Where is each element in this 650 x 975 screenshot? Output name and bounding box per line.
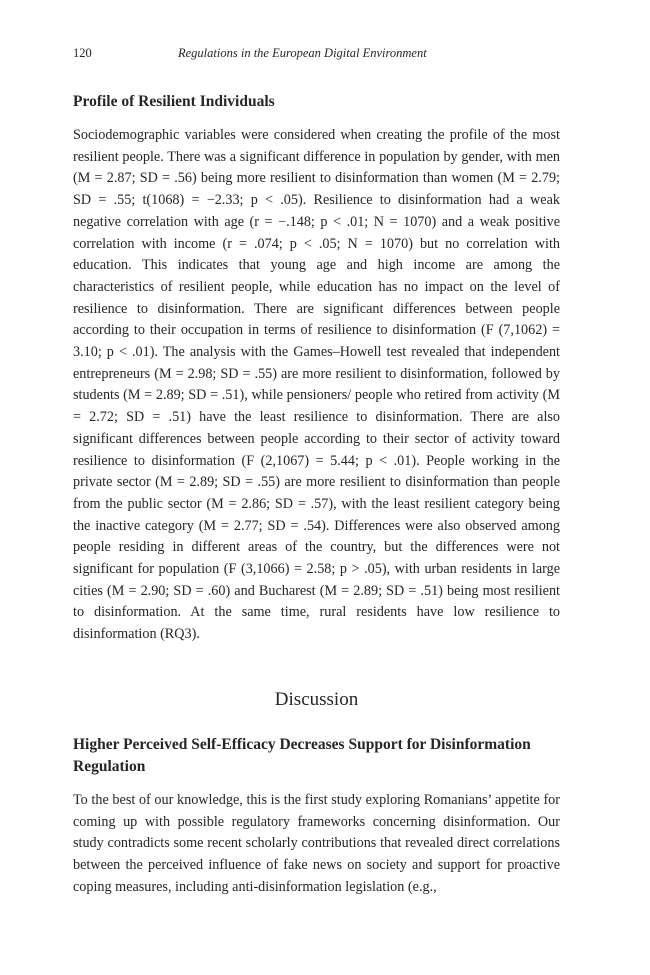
discussion-heading: Discussion <box>274 689 359 710</box>
page-number: 120 <box>73 46 92 60</box>
body-paragraph-self-efficacy: To the best of our knowledge, this is the first study exploring Romanians’ appetite for coming up with possible regulatory frameworks concerning disinformation. Our study contradicts some recent scholarly contributions that revealed direct correlations between the perceived influence of fake news on society and support for proactive coping measures, including anti-disinformation legislation (e.g., <box>73 792 560 895</box>
section-heading-self-efficacy: Higher Perceived Self-Efficacy Decreases Support for Disinformation Regulation <box>73 736 531 775</box>
running-head <box>73 46 560 66</box>
body-paragraph-profile: Sociodemographic variables were considered when creating the profile of the most resilient people. There was a significant difference in population by gender, with men (M = 2.87; SD = .56) being more resilient to disinformation than women (M = 2.79; SD = .55; t(1068) = −2.33; p < .05). Resilience to disinformation had a weak negative correlation with age (r = −.148; p < .01; N = 1070) and a weak positive correlation with income (r = .074; p < .05; N = 1070) but no correlation with education. This indicates that young age and high income are among the characteristics of resilient people, while education has no impact on the level of resilience to disinformation. There are significant differences between people according to their occupation in terms of resilience to disinformation (F (7,1062) = 3.10; p < .01). The analysis with the Games–Howell test revealed that independent entrepreneurs (M = 2.98; SD = .55) are more resilient to disinformation, followed by students (M = 2.89; SD = .51), while pensioners/ people who retired from activity (M = 2.72; SD = .51) have the least resilience to disinformation. There are also significant differences between people according to their sector of activity toward resilience to disinformation (F (2,1067) = 5.44; p < .01). People working in the private sector (M = 2.89; SD = .55) are more resilient to disinformation than people from the public sector (M = 2.86; SD = .57), with the least resilient category being the inactive category (M = 2.77; SD = .54). Differences were also observed among people residing in different areas of the country, but the differences were not significant for population (F (3,1066) = 2.58; p > .05), with urban residents in large cities (M = 2.90; SD = .60) and Bucharest (M = 2.89; SD = .51) being most resilient to disinformation. At the same time, rural residents have low resilience to disinformation (RQ3). <box>73 127 560 643</box>
section-heading-profile: Profile of Resilient Individuals <box>73 93 275 110</box>
running-title: Regulations in the European Digital Environment <box>178 46 427 60</box>
